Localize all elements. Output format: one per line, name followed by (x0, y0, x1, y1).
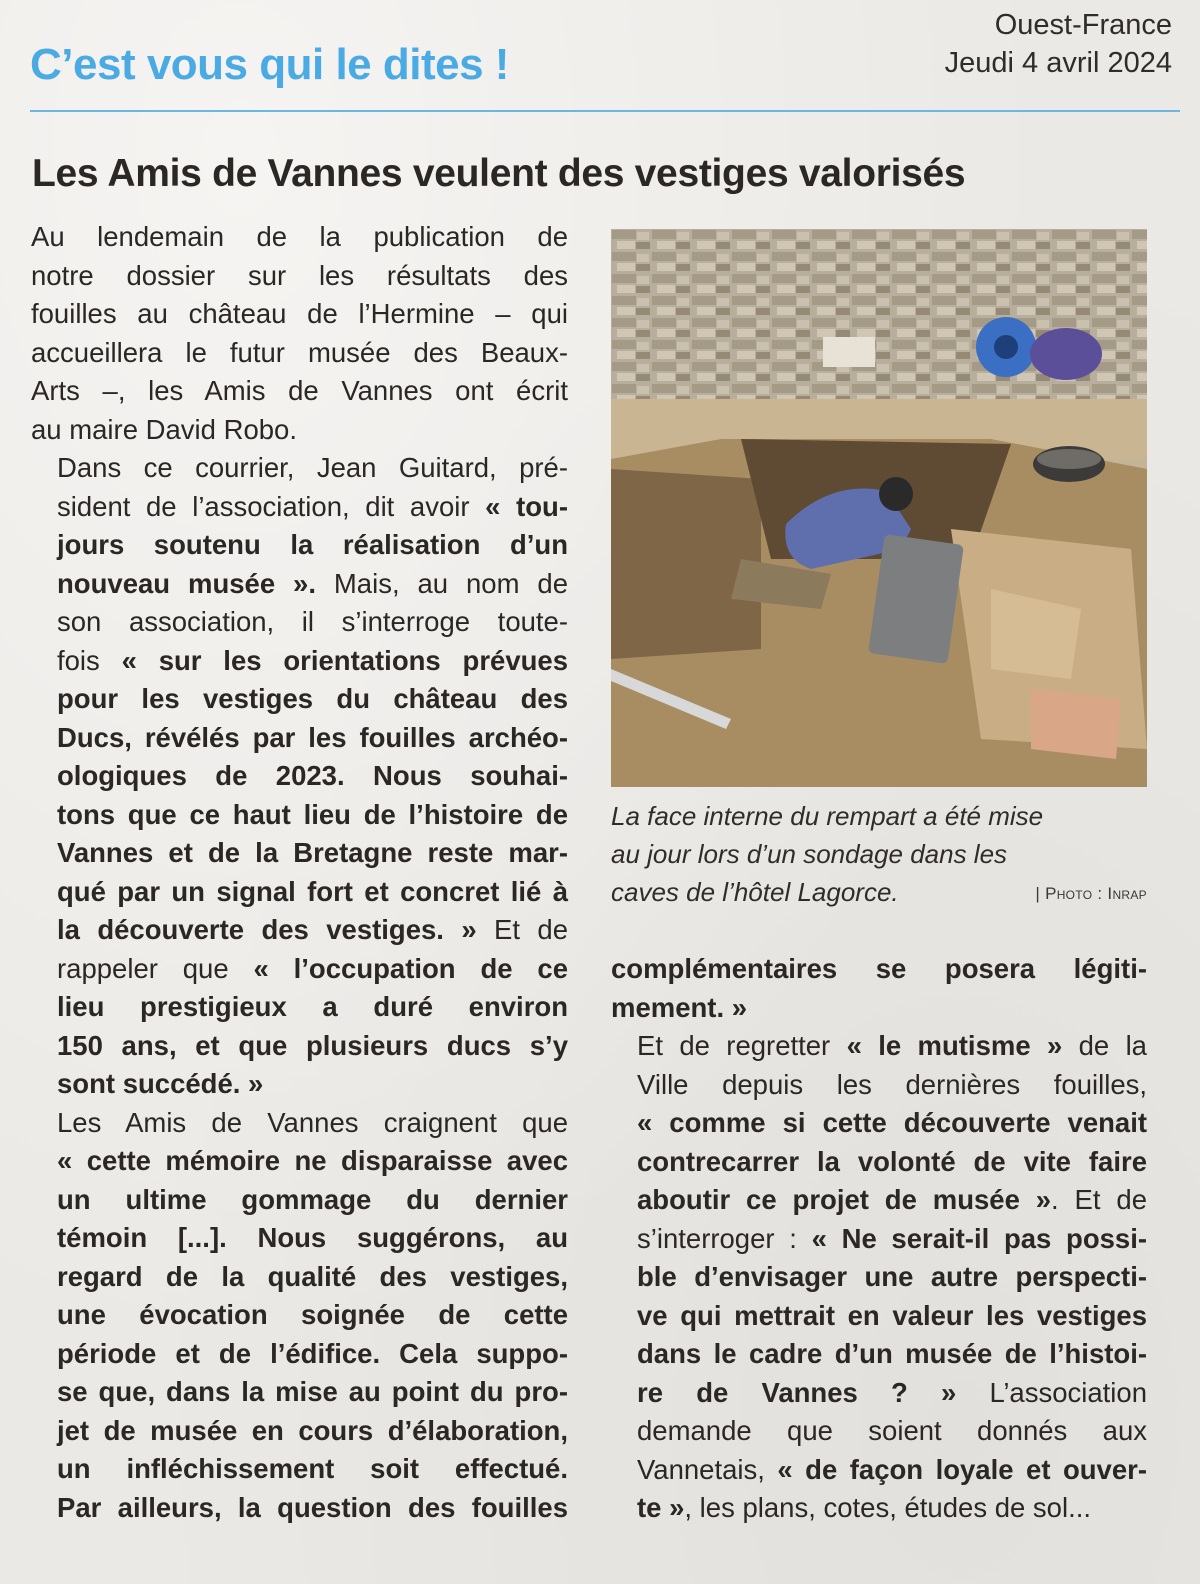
article-paragraph (31, 1104, 568, 1528)
article-line: demande que soient donnés aux (637, 1415, 1147, 1446)
article-line: Les Amis de Vannes craignent que (57, 1106, 568, 1138)
article-line: ologiques de 2023. Nous souhai- (57, 760, 568, 791)
publication-date: Jeudi 4 avril 2024 (944, 47, 1172, 79)
article-line: Arts –, les Amis de Vannes ont écrit (31, 375, 568, 406)
article-photo (611, 229, 1147, 787)
article-line: lieu prestigieux a duré environ (57, 991, 568, 1022)
article-line: Vannetais, « de façon loyale et ouver- (637, 1453, 1148, 1485)
article-line: se que, dans la mise au point du pro- (57, 1376, 568, 1407)
caption-line: caves de l’hôtel Lagorce. (611, 877, 899, 907)
article-line: ve qui mettrait en valeur les vestiges (637, 1299, 1147, 1331)
article-line: pour les vestiges du château des (57, 683, 568, 714)
article-column-right (611, 950, 1147, 1528)
article-line: jet de musée en cours d’élaboration, (57, 1414, 568, 1446)
article-line: tons que ce haut lieu de l’histoire de (57, 798, 568, 830)
photo-credit: | Photo : Inrap (1035, 884, 1147, 903)
article-line: contrecarrer la volonté de vite faire (637, 1145, 1147, 1177)
article-paragraph (31, 449, 568, 1104)
article-line: te », les plans, cotes, études de sol... (637, 1492, 1092, 1523)
article-line: une évocation soignée de cette (57, 1299, 568, 1330)
article-line: accueillera le futur musée des Beaux- (31, 336, 568, 368)
label-sign (823, 337, 875, 367)
article-line: s’interroger : « Ne serait-il pas possi- (637, 1222, 1148, 1254)
rubric-divider (30, 110, 1180, 112)
article-line: fois « sur les orientations prévues (57, 644, 568, 676)
kneeling-board (868, 534, 964, 664)
article-line: Dans ce courrier, Jean Guitard, pré- (57, 452, 568, 483)
caption-line: au jour lors d’un sondage dans les (611, 839, 1008, 869)
article-line: re de Vannes ? » L’association (637, 1376, 1148, 1408)
article-line: témoin [...]. Nous suggérons, au (57, 1222, 568, 1253)
article-line: Et de regretter « le mutisme » de la (637, 1030, 1147, 1061)
article-line: Par ailleurs, la question des fouilles (57, 1491, 568, 1523)
article-line: regard de la qualité des vestiges, (57, 1260, 568, 1292)
article-column-left (31, 218, 568, 1527)
article-line: Ville depuis les dernières fouilles, (637, 1068, 1147, 1100)
article-line: complémentaires se posera légiti- (611, 953, 1147, 984)
article-line: rappeler que « l’occupation de ce (57, 952, 568, 984)
article-line: un infléchissement soit effectué. (57, 1453, 568, 1484)
article-paragraph (611, 950, 1147, 1027)
article-paragraph (31, 218, 568, 449)
article-line: Vannes et de la Bretagne reste mar- (57, 837, 568, 868)
article-line: qué par un signal fort et concret lié à (57, 875, 568, 907)
article-line: « cette mémoire ne disparaisse avec (57, 1145, 568, 1176)
article-line: Au lendemain de la publication de (31, 221, 568, 252)
masthead (945, 6, 1172, 82)
article-line: mement. » (611, 991, 748, 1023)
article-line: 150 ans, et que plusieurs ducs s’y (57, 1029, 568, 1061)
article-line: jours soutenu la réalisation d’un (57, 529, 568, 560)
article-line: aboutir ce projet de musée ». Et de (637, 1184, 1147, 1215)
caption-line: La face interne du rempart a été mise (611, 801, 1044, 831)
excavation-photo-illustration (611, 229, 1147, 787)
article-line: « comme si cette découverte venait (637, 1107, 1147, 1138)
article-line: notre dossier sur les résultats des (31, 259, 568, 291)
article-line: période et de l’édifice. Cela suppo- (57, 1337, 568, 1369)
article-line: au maire David Robo. (31, 413, 297, 445)
article-paragraph (611, 1027, 1147, 1528)
article-line: fouilles au château de l’Hermine – qui (31, 298, 568, 329)
article-line: sont succédé. » (57, 1068, 264, 1099)
rubric-title: C’est vous qui le dites ! (30, 40, 509, 89)
bag (1030, 328, 1102, 380)
article-line: un ultime gommage du dernier (57, 1183, 568, 1215)
article-line: Ducs, révélés par les fouilles archéo- (57, 721, 568, 753)
publication-name: Ouest-France (994, 9, 1172, 41)
article-line: son association, il s’interroge toute- (57, 606, 568, 637)
article-line: ble d’envisager une autre perspecti- (637, 1261, 1147, 1292)
article-line: dans le cadre d’un musée de l’histoi- (637, 1338, 1147, 1369)
article-headline: Les Amis de Vannes veulent des vestiges valorisés (32, 152, 966, 195)
article-line: sident de l’association, dit avoir « tou- (57, 490, 568, 522)
article-line: la découverte des vestiges. » Et de (57, 914, 569, 945)
article-line: nouveau musée ». Mais, au nom de (57, 567, 568, 599)
